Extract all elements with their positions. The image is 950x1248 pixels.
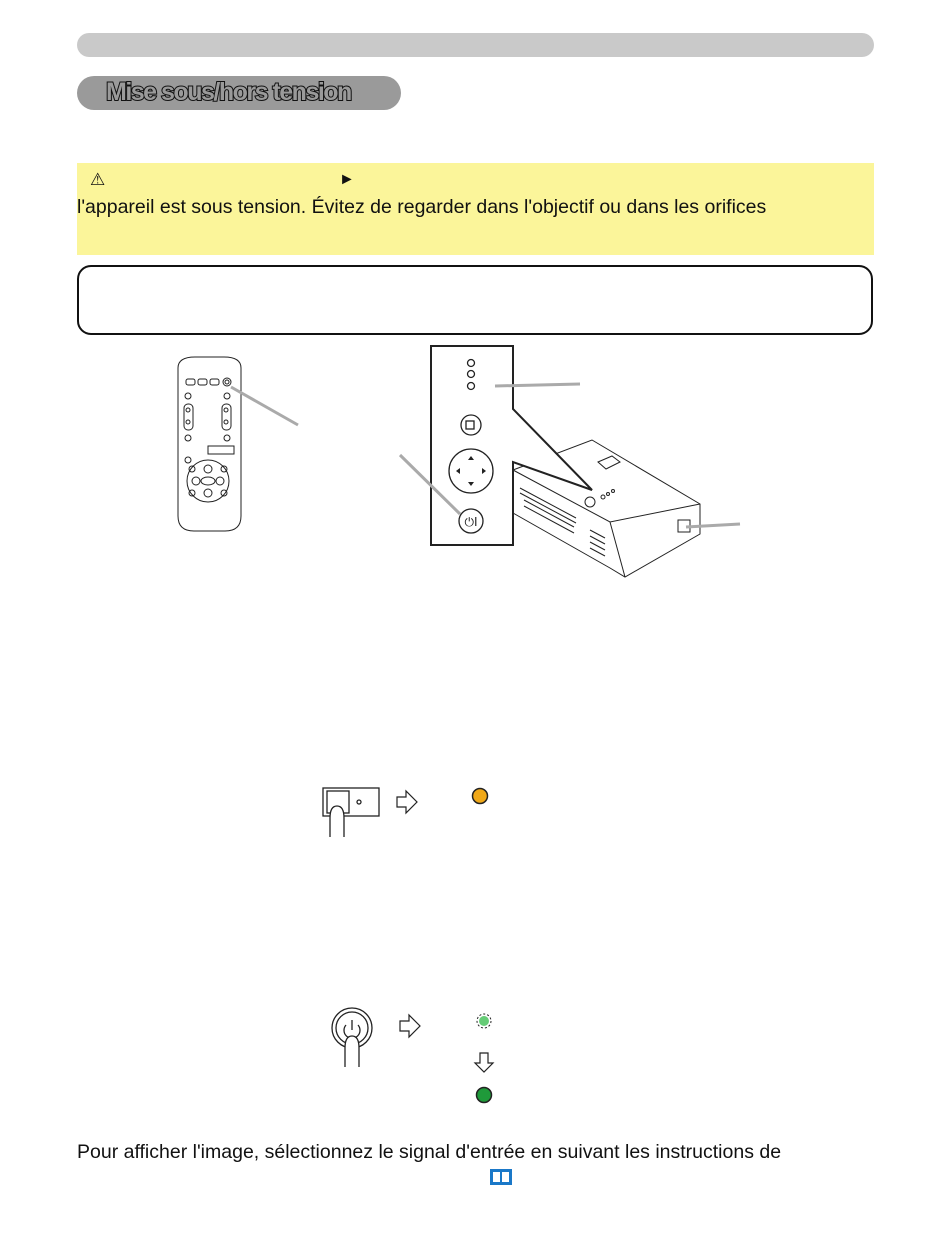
warning-triangle-icon: ⚠ xyxy=(90,170,106,189)
warning-arrow-glyph: ► xyxy=(339,171,355,188)
warning-text: l'appareil est sous tension. Évitez de regarder dans l'objectif ou dans les orifices xyxy=(77,196,767,218)
book-icon[interactable] xyxy=(489,1168,513,1186)
footer-text: Pour afficher l'image, sélectionnez le signal d'entrée en suivant les instructions de xyxy=(77,1141,782,1163)
arrow-right-icon xyxy=(400,1015,420,1037)
green-indicator-icon xyxy=(477,1088,492,1103)
blinking-green-indicator-icon xyxy=(477,1014,491,1028)
panel-standby-icon: ⏻I xyxy=(464,515,478,529)
arrow-down-icon xyxy=(475,1053,493,1072)
section-title: Mise sous/hors tension xyxy=(106,78,351,106)
